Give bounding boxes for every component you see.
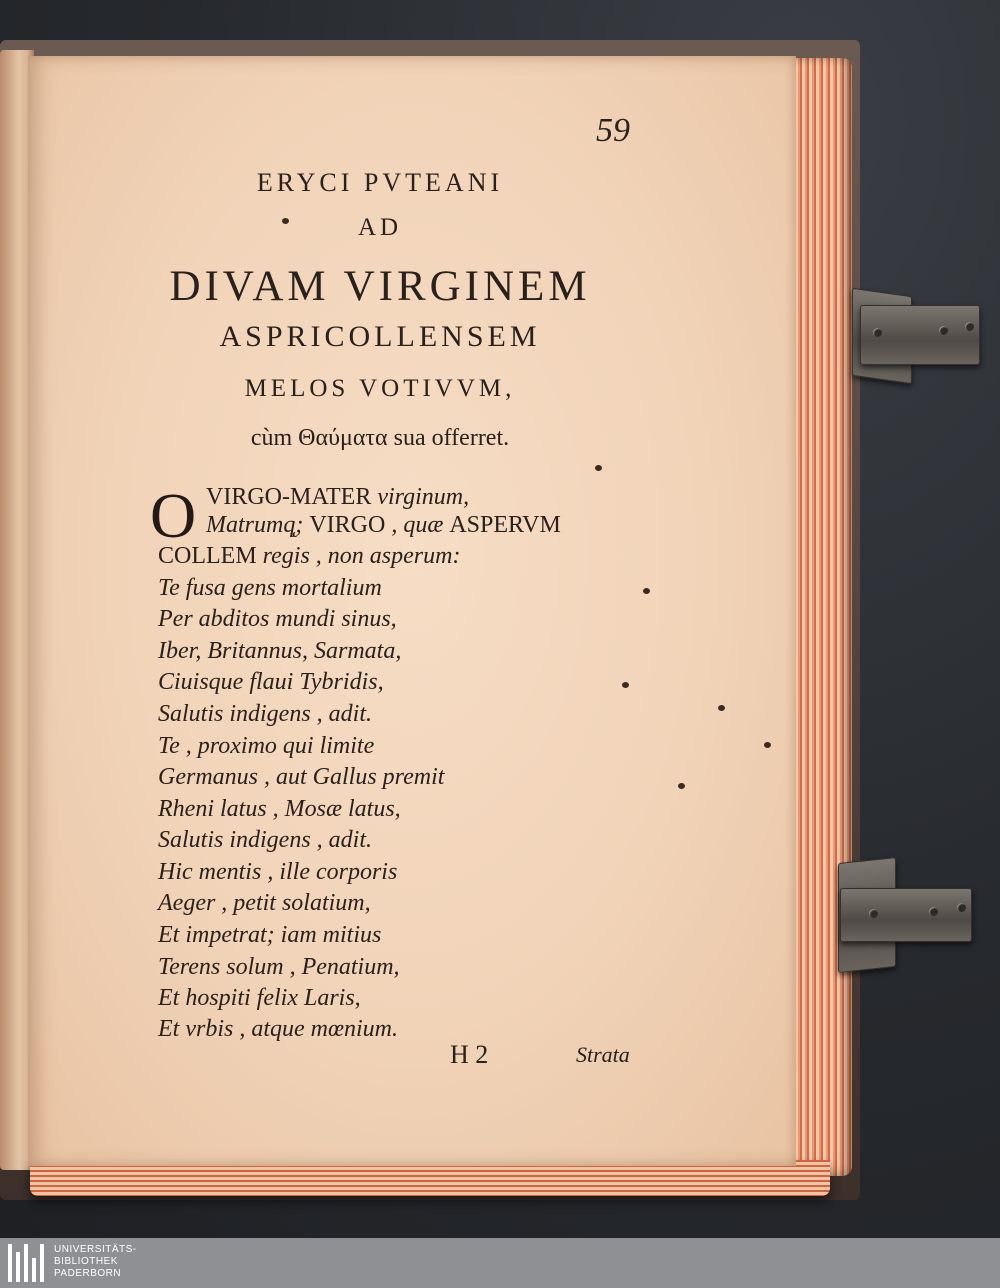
rivet-icon <box>965 322 974 331</box>
poem-line <box>206 484 469 511</box>
poem-line: Et impetrat; iam mitius <box>158 922 382 948</box>
rivet-icon <box>957 903 966 912</box>
library-logo-icon <box>8 1244 46 1282</box>
rivet-icon <box>869 909 878 918</box>
poem-line <box>206 512 561 539</box>
drop-cap: O <box>150 480 197 551</box>
library-footer <box>0 1238 1000 1288</box>
page-number: 59 <box>596 112 630 149</box>
rivet-icon <box>939 326 948 335</box>
poem-line: Terens solum , Penatium, <box>158 954 400 980</box>
heading-title-line2: ASPRICOLLENSEM <box>219 320 541 353</box>
poem-line: Ciuisque flaui Tybridis, <box>158 669 384 695</box>
wormhole <box>595 465 602 471</box>
poem-line: Et hospiti felix Laris, <box>158 985 361 1011</box>
poem-line: Per abditos mundi sinus, <box>158 606 397 632</box>
poem-line: Iber, Britannus, Sarmata, <box>158 638 402 664</box>
rivet-icon <box>929 907 938 916</box>
rivet-icon <box>873 328 882 337</box>
clasp-top <box>860 305 980 365</box>
library-name <box>54 1244 137 1280</box>
heading-author: ERYCI PVTEANI <box>256 168 504 197</box>
library-name-line2: BIBLIOTHEK <box>54 1256 118 1267</box>
wormhole <box>622 682 629 688</box>
poem-smallcaps: VIRGO <box>309 512 386 538</box>
poem-line: Aeger , petit solatium, <box>158 890 371 916</box>
heading-subtitle: cùm Θαύματα sua offerret. <box>250 425 510 451</box>
signature-mark: H 2 <box>450 1040 489 1069</box>
poem-text: Matrumq̨; <box>206 512 310 538</box>
heading-title-line1: DIVAM VIRGINEM <box>169 263 591 310</box>
poem-line: Rheni latus , Mosæ latus, <box>158 796 401 822</box>
poem-text: , quæ <box>385 512 450 538</box>
poem-text: virginum, <box>371 484 470 510</box>
library-name-line3: PADERBORN <box>54 1268 122 1279</box>
poem-line: Hic mentis , ille corporis <box>158 859 398 885</box>
poem-line: Germanus , aut Gallus premit <box>158 764 445 790</box>
poem-line <box>158 543 460 570</box>
clasp-bottom <box>840 888 972 942</box>
poem-smallcaps: ASPERVM <box>449 512 561 538</box>
poem-smallcaps: COLLEM <box>158 543 257 569</box>
catchword: Strata <box>576 1042 630 1067</box>
poem-line: Te , proximo qui limite <box>158 733 375 759</box>
library-name-line1: UNIVERSITÄTS- <box>54 1244 137 1255</box>
heading-preposition: AD <box>357 214 403 241</box>
heading-title-line3: MELOS VOTIVVM, <box>244 375 516 402</box>
wormhole <box>718 705 725 711</box>
poem-text: regis , non asperum: <box>256 543 461 569</box>
poem-line: Te fusa gens mortalium <box>158 575 382 601</box>
poem-smallcaps: VIRGO-MATER <box>206 484 372 510</box>
poem-line: Salutis indigens , adit. <box>158 827 373 853</box>
wormhole <box>764 742 771 748</box>
wormhole <box>643 588 650 594</box>
poem-line: Et vrbis , atque mœnium. <box>158 1016 398 1042</box>
wormhole <box>678 783 685 789</box>
poem-line: Salutis indigens , adit. <box>158 701 373 727</box>
